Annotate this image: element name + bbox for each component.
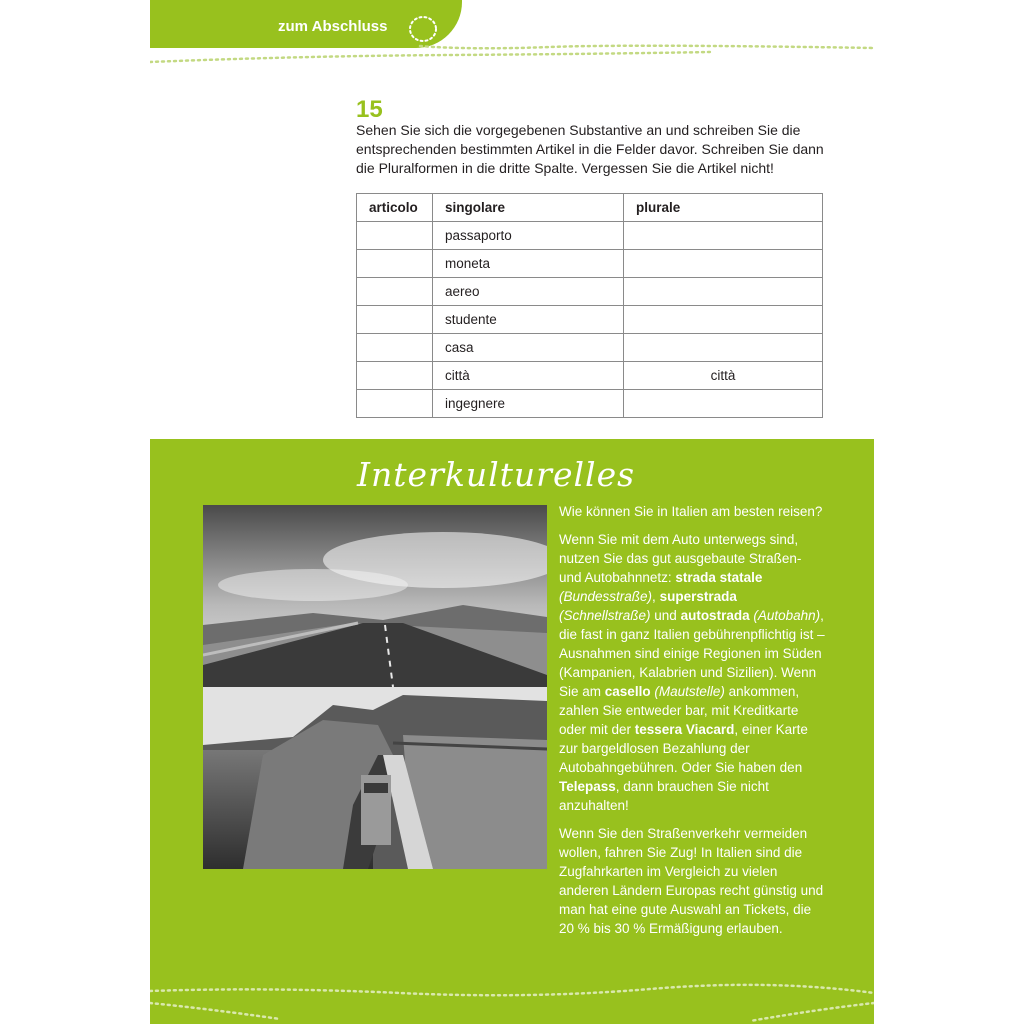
plurale-cell[interactable] xyxy=(624,222,823,250)
plurale-cell[interactable] xyxy=(624,278,823,306)
exercise-instructions: Sehen Sie sich die vorgegebenen Substantive an und schreiben Sie die entsprechenden bestimmten Artikel in die Felder davor. Schreiben Sie dann die Pluralformen in die dritte Spalte. Vergessen Sie die Artikel nicht! xyxy=(356,122,824,176)
exercise-number: 15 xyxy=(356,96,383,123)
plurale-cell[interactable] xyxy=(624,306,823,334)
culture-text xyxy=(559,530,827,947)
table-row xyxy=(357,362,823,390)
plurale-cell[interactable] xyxy=(624,250,823,278)
train-photo xyxy=(203,687,547,869)
articolo-cell[interactable] xyxy=(357,250,433,278)
singolare-cell: casa xyxy=(433,334,624,362)
table-row xyxy=(357,278,823,306)
road-photo xyxy=(203,505,547,687)
table-row xyxy=(357,306,823,334)
culture-paragraph-1: Wenn Sie mit dem Auto unterwegs sind, nutzen Sie das gut ausgebaute Straßen- und Autobahnnetz: strada statale (Bundesstraße), superstrada (Schnellstraße) und autostrada (Autobahn), die fast in ganz Italien gebührenpflichtig ist – Ausnahmen sind einige Regionen im Süden (Kampanien, Kalabrien und Sizilien). Wenn Sie am casello (Mautstelle) ankommen, zahlen Sie entweder bar, mit Kreditkarte oder mit der tessera Viacard, einer Karte zur bargeldlosen Bezahlung der Autobahngebühren. Oder Sie haben den Telepass, dann brauchen Sie nicht anzuhalten! xyxy=(559,532,825,813)
culture-paragraph-2: Wenn Sie den Straßenverkehr vermeiden wollen, fahren Sie Zug! In Italien sind die Zugfahrkarten im Vergleich zu vielen anderen Ländern Europas recht günstig und man hat eine gute Auswahl an Tickets, die 20 % bis 30 % Ermäßigung erlauben. xyxy=(559,826,824,936)
section-label: zum Abschluss xyxy=(278,18,388,35)
column-header-articolo: articolo xyxy=(357,194,433,222)
bottom-dotted-decoration xyxy=(150,979,874,1024)
plurale-cell[interactable] xyxy=(624,334,823,362)
table-row xyxy=(357,334,823,362)
singolare-cell: studente xyxy=(433,306,624,334)
culture-question: Wie können Sie in Italien am besten reisen? xyxy=(559,504,823,519)
table-row xyxy=(357,250,823,278)
articolo-cell[interactable] xyxy=(357,306,433,334)
singolare-cell: passaporto xyxy=(433,222,624,250)
articolo-cell[interactable] xyxy=(357,362,433,390)
plurale-cell[interactable]: città xyxy=(624,362,823,390)
articolo-cell[interactable] xyxy=(357,278,433,306)
column-header-plurale: plurale xyxy=(624,194,823,222)
articolo-cell[interactable] xyxy=(357,390,433,418)
singolare-cell: moneta xyxy=(433,250,624,278)
singolare-cell: ingegnere xyxy=(433,390,624,418)
singolare-cell: aereo xyxy=(433,278,624,306)
travel-photo xyxy=(203,505,547,869)
articolo-cell[interactable] xyxy=(357,222,433,250)
table-row xyxy=(357,390,823,418)
header-dotted-decoration xyxy=(150,0,880,70)
table-row xyxy=(357,222,823,250)
table-header-row xyxy=(357,194,823,222)
column-header-singolare: singolare xyxy=(433,194,624,222)
singolare-cell: città xyxy=(433,362,624,390)
articolo-cell[interactable] xyxy=(357,334,433,362)
plurale-cell[interactable] xyxy=(624,390,823,418)
exercise-table xyxy=(356,193,823,418)
culture-title: Interkulturelles xyxy=(357,455,636,494)
intercultural-box xyxy=(150,439,874,1024)
